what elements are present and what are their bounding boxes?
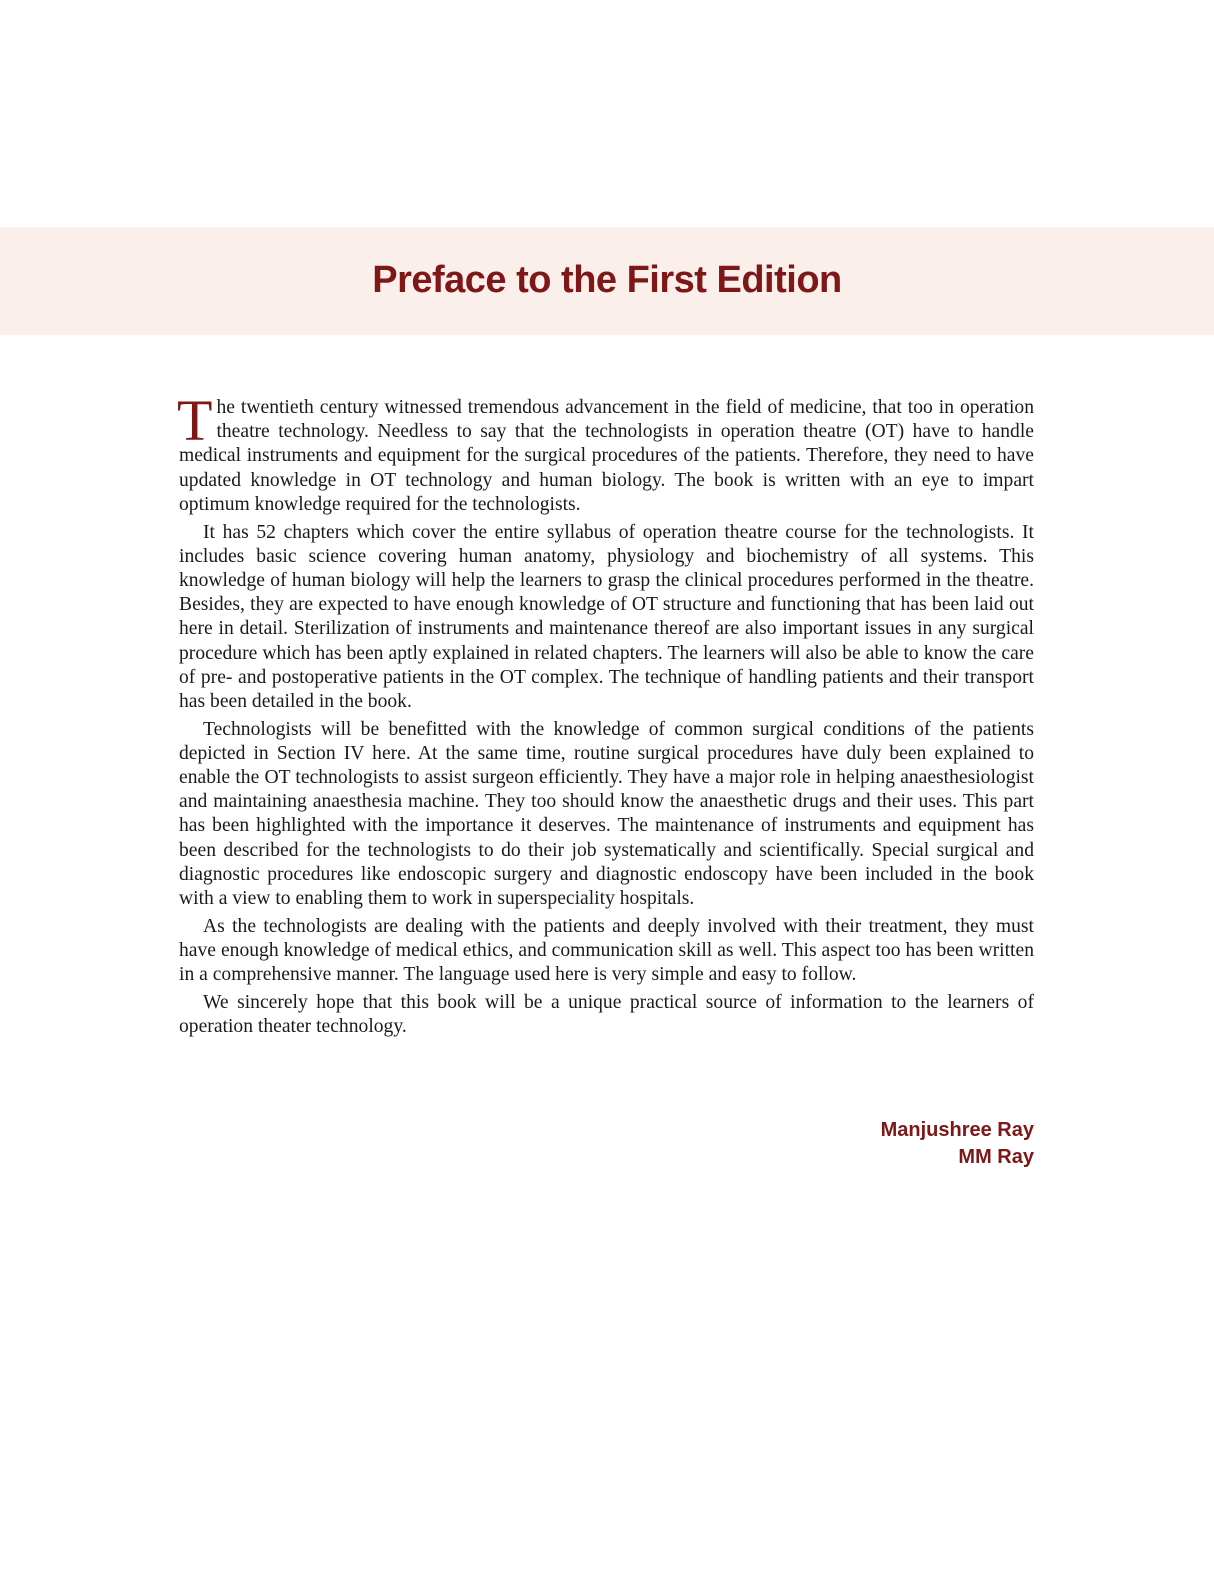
author-name: Manjushree Ray <box>880 1119 1034 1141</box>
author-signatures <box>700 1117 1034 1171</box>
paragraph-2: It has 52 chapters which cover the entire syllabus of operation theatre course for the technologists. It includes basic science covering human anatomy, physiology and biochemistry of all systems. This knowledge of human biology will help the learners to grasp the clinical procedures performed in the theatre. Besides, they are expected to have enough knowledge of OT structure and functioning that has been laid out here in detail. Sterilization of instruments and maintenance thereof are also important issues in any surgical procedure which has been aptly explained in related chapters. The learners will also be able to know the care of pre- and postoperative patients in the OT complex. The technique of handling patients and their transport has been detailed in the book. <box>179 521 1034 712</box>
paragraph-1 <box>177 388 1034 517</box>
page-title: Preface to the First Edition <box>372 259 842 301</box>
paragraph-1-text: he twentieth century witnessed tremendous advancement in the field of medicine, that too in operation theatre technology. Needless to say that the technologists in operation theatre (OT) have to handle medical instruments and equipment for the surgical procedures of the patients. Therefore, they need to have updated knowledge in OT technology and human biology. The book is written with an eye to impart optimum knowledge required for the technologists. <box>179 397 1034 515</box>
drop-cap: T <box>177 388 213 453</box>
preface-body <box>177 388 1034 1043</box>
paragraph-4: As the technologists are dealing with the patients and deeply involved with their treatment, they must have enough knowledge of medical ethics, and communication skill as well. This aspect too has been written in a comprehensive manner. The language used here is very simple and easy to follow. <box>179 915 1034 986</box>
paragraph-3: Technologists will be benefitted with the knowledge of common surgical conditions of the patients depicted in Section IV here. At the same time, routine surgical procedures have duly been explained to enable the OT technologists to assist surgeon efficiently. They have a major role in helping anaesthesiologist and maintaining anaesthesia machine. They too should know the anaesthetic drugs and their uses. This part has been highlighted with the importance it deserves. The maintenance of instruments and equipment has been described for the technologists to do their job systematically and scientifically. Special surgical and diagnostic procedures like endoscopic surgery and diagnostic endoscopy have been included in the book with a view to enabling them to work in superspeciality hospitals. <box>179 718 1034 910</box>
author-name: MM Ray <box>958 1146 1034 1168</box>
paragraph-5: We sincerely hope that this book will be a unique practical source of information to the learners of operation theater technology. <box>179 991 1034 1038</box>
